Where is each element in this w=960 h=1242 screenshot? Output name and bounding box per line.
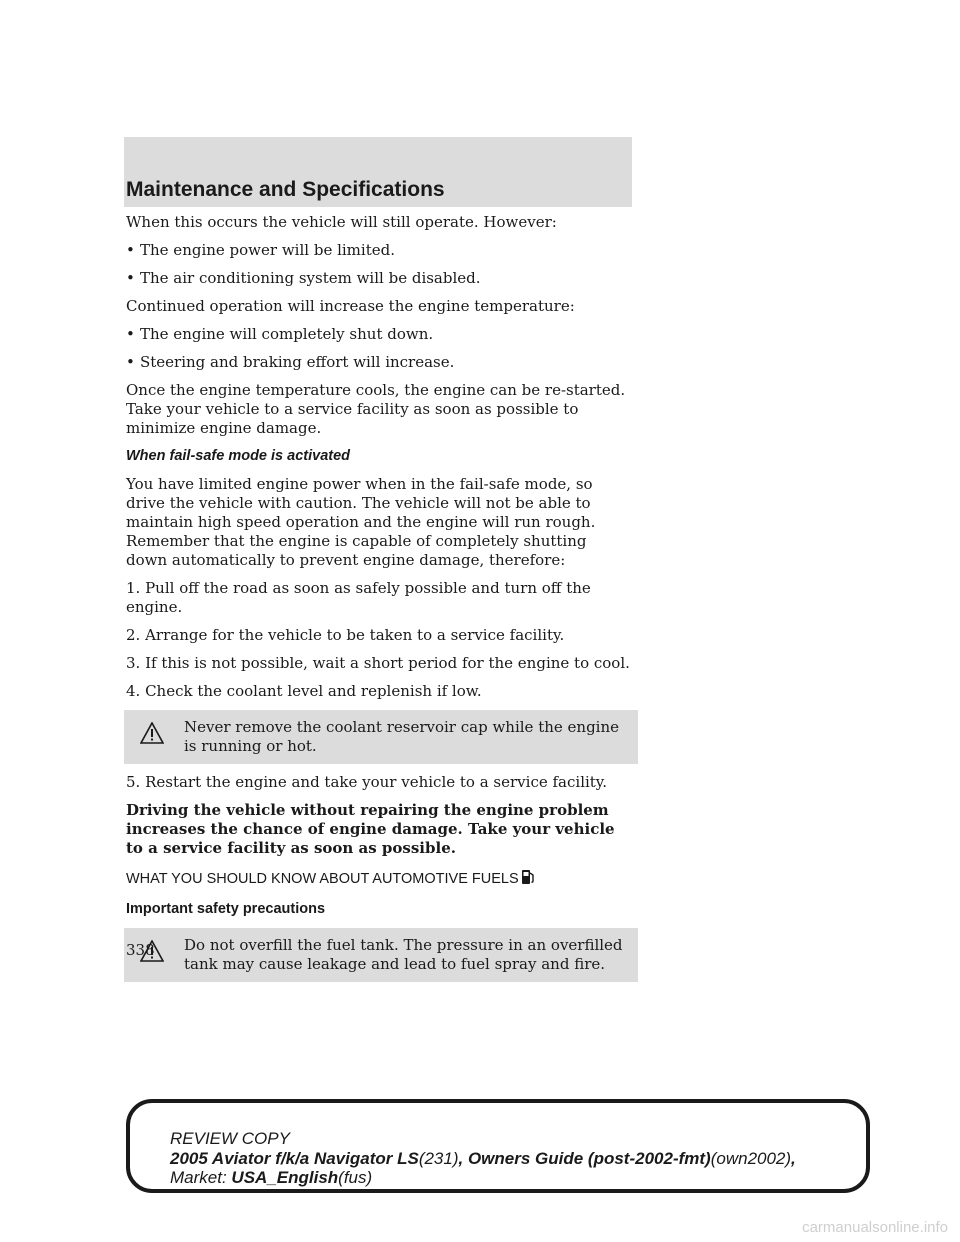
footer-separator: , xyxy=(458,1149,468,1168)
step-item: 4. Check the coolant level and replenish if low. xyxy=(126,682,482,700)
section-title: Maintenance and Specifications xyxy=(126,178,445,201)
step-item: 2. Arrange for the vehicle to be taken to a service facility. xyxy=(126,626,565,644)
paragraph: When this occurs the vehicle will still operate. However: xyxy=(126,213,557,231)
footer-line-1: REVIEW COPY xyxy=(170,1129,290,1148)
step-item: 3. If this is not possible, wait a short period for the engine to cool. xyxy=(126,654,630,672)
bullet-dot-icon: • xyxy=(126,269,135,287)
page-number: 338 xyxy=(126,941,155,959)
footer-guide-code: (own2002) xyxy=(710,1149,792,1168)
subheading: When fail-safe mode is activated xyxy=(126,448,351,464)
bullet-text: The air conditioning system will be disabled. xyxy=(140,269,481,287)
review-copy-footer xyxy=(126,1099,870,1193)
footer-guide: Owners Guide (post-2002-fmt) xyxy=(467,1149,711,1168)
fuels-heading-text: WHAT YOU SHOULD KNOW ABOUT AUTOMOTIVE FUELS xyxy=(126,870,519,887)
watermark: carmanualsonline.info xyxy=(802,1219,948,1236)
bullet-item xyxy=(126,269,632,288)
safety-heading: Important safety precautions xyxy=(126,901,326,917)
footer-line-3 xyxy=(170,1168,372,1188)
footer-market: USA_English xyxy=(231,1168,339,1187)
step-item: 1. Pull off the road as soon as safely possible and turn off the engine. xyxy=(126,579,591,616)
bullet-dot-icon: • xyxy=(126,325,135,343)
bullet-item xyxy=(126,353,632,372)
warning-triangle-icon xyxy=(140,722,166,756)
footer-vehicle: 2005 Aviator f/k/a Navigator LS xyxy=(170,1149,419,1168)
warning-text: Never remove the coolant reservoir cap while the engine is running or hot. xyxy=(184,718,619,755)
bullet-text: Steering and braking effort will increase. xyxy=(140,353,455,371)
page-content xyxy=(126,213,632,991)
footer-line-2 xyxy=(170,1149,796,1169)
footer-market-code: (fus) xyxy=(338,1168,373,1187)
bullet-dot-icon: • xyxy=(126,241,135,259)
bullet-text: The engine will completely shut down. xyxy=(140,325,434,343)
fuels-heading xyxy=(126,867,632,891)
paragraph: Once the engine temperature cools, the engine can be re-started. Take your vehicle to a service facility as soon as possible to minimize engine damage. xyxy=(126,381,626,437)
bullet-item xyxy=(126,241,632,260)
warning-box xyxy=(124,710,638,764)
footer-separator: , xyxy=(791,1149,796,1168)
warning-box xyxy=(124,928,638,982)
footer-market-label: Market: xyxy=(170,1168,227,1187)
bullet-text: The engine power will be limited. xyxy=(140,241,395,259)
step-item: 5. Restart the engine and take your vehicle to a service facility. xyxy=(126,773,608,791)
bullet-item xyxy=(126,325,632,344)
bullet-dot-icon: • xyxy=(126,353,135,371)
fuel-pump-icon xyxy=(521,867,535,891)
footer-vehicle-code: (231) xyxy=(418,1149,459,1168)
warning-text: Do not overfill the fuel tank. The pressure in an overfilled tank may cause leakage and lead to fuel spray and fire. xyxy=(184,936,623,973)
paragraph: You have limited engine power when in the fail-safe mode, so drive the vehicle with caution. The vehicle will not be able to maintain high speed operation and the engine will run rough. Remember that the engine is capable of completely shutting down automatically to prevent engine damage, therefore: xyxy=(126,475,596,569)
paragraph: Continued operation will increase the engine temperature: xyxy=(126,297,575,315)
bold-paragraph: Driving the vehicle without repairing the engine problem increases the chance of engine damage. Take your vehicle to a service facility as soon as possible. xyxy=(126,801,615,857)
